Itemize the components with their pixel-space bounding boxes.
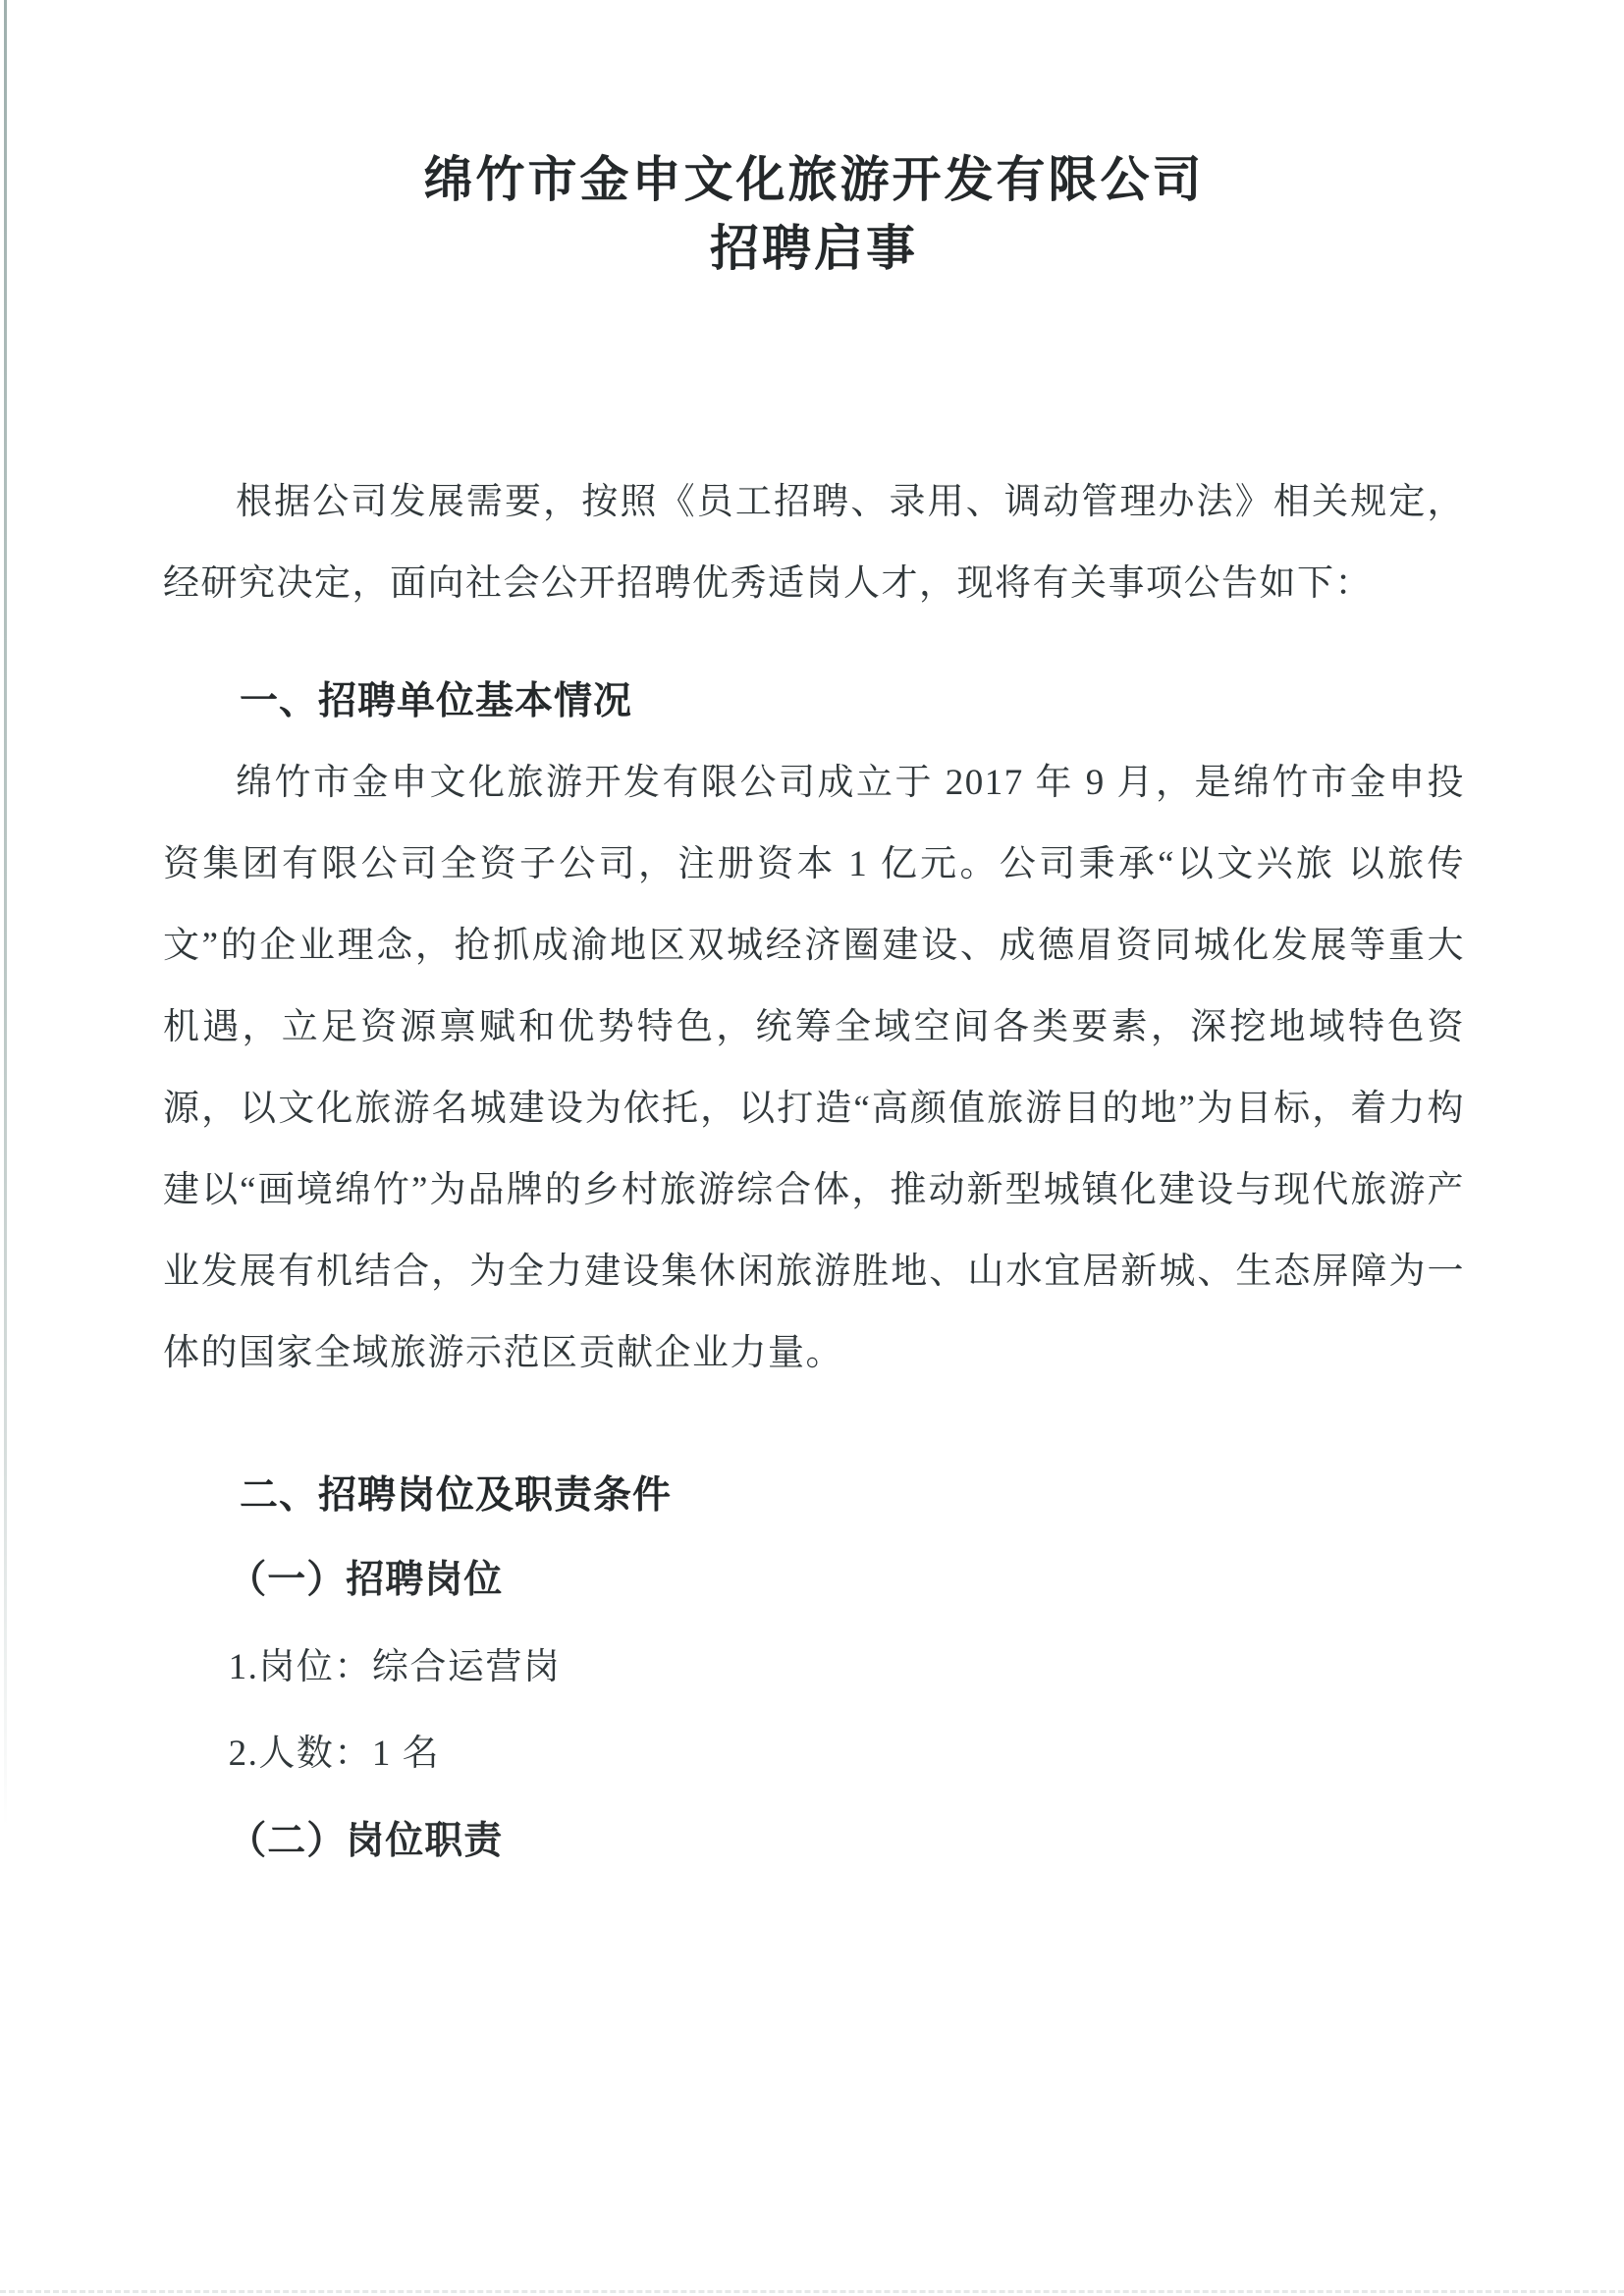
intro-paragraph: 根据公司发展需要，按照《员工招聘、录用、调动管理办法》相关规定，经研究决定，面向社会公开招聘优秀适岗人才，现将有关事项公告如下： — [163, 482, 1465, 604]
section2-sub2-heading: （二）岗位职责 — [228, 1820, 504, 1862]
section1-body-paragraph: 绵竹市金申文化旅游开发有限公司成立于 2017 年 9 月，是绵竹市金申投资集团有限公司全资子公司，注册资本 1 亿元。公司秉承“以文兴旅 以旅传文”的企业理念，抢抓成渝地区双城经济圈建设、成德眉资同城化发展等重大机遇，立足资源禀赋和优势特色，统筹全域空间各类要素，深挖地域特色资源，以文化旅游名城建设为依托，以打造“高颜值旅游目的地”为目标，着力构建以“画境绵竹”为品牌的乡村旅游综合体，推动新型城镇化建设与现代旅游产业发展有机结合，为全力建设集休闲旅游胜地、山水宜居新城、生态屏障为一体的国家全域旅游示范区贡献企业力量。 — [163, 763, 1465, 1373]
left-scan-artifact-line — [4, 0, 7, 1826]
bottom-scan-artifact-line — [0, 2290, 1624, 2293]
document-title-line1: 绵竹市金申文化旅游开发有限公司 — [423, 152, 1205, 207]
headcount-item: 2.人数：1 名 — [228, 1734, 441, 1774]
position-item: 1.岗位：综合运营岗 — [228, 1647, 562, 1687]
section1-heading: 一、招聘单位基本情况 — [240, 680, 633, 722]
section2-heading: 二、招聘岗位及职责条件 — [240, 1474, 673, 1517]
document-content — [163, 145, 1465, 1886]
section2-sub1-heading: （一）招聘岗位 — [228, 1559, 504, 1601]
document-title-line2: 招聘启事 — [710, 221, 918, 276]
document-title — [163, 145, 1465, 283]
